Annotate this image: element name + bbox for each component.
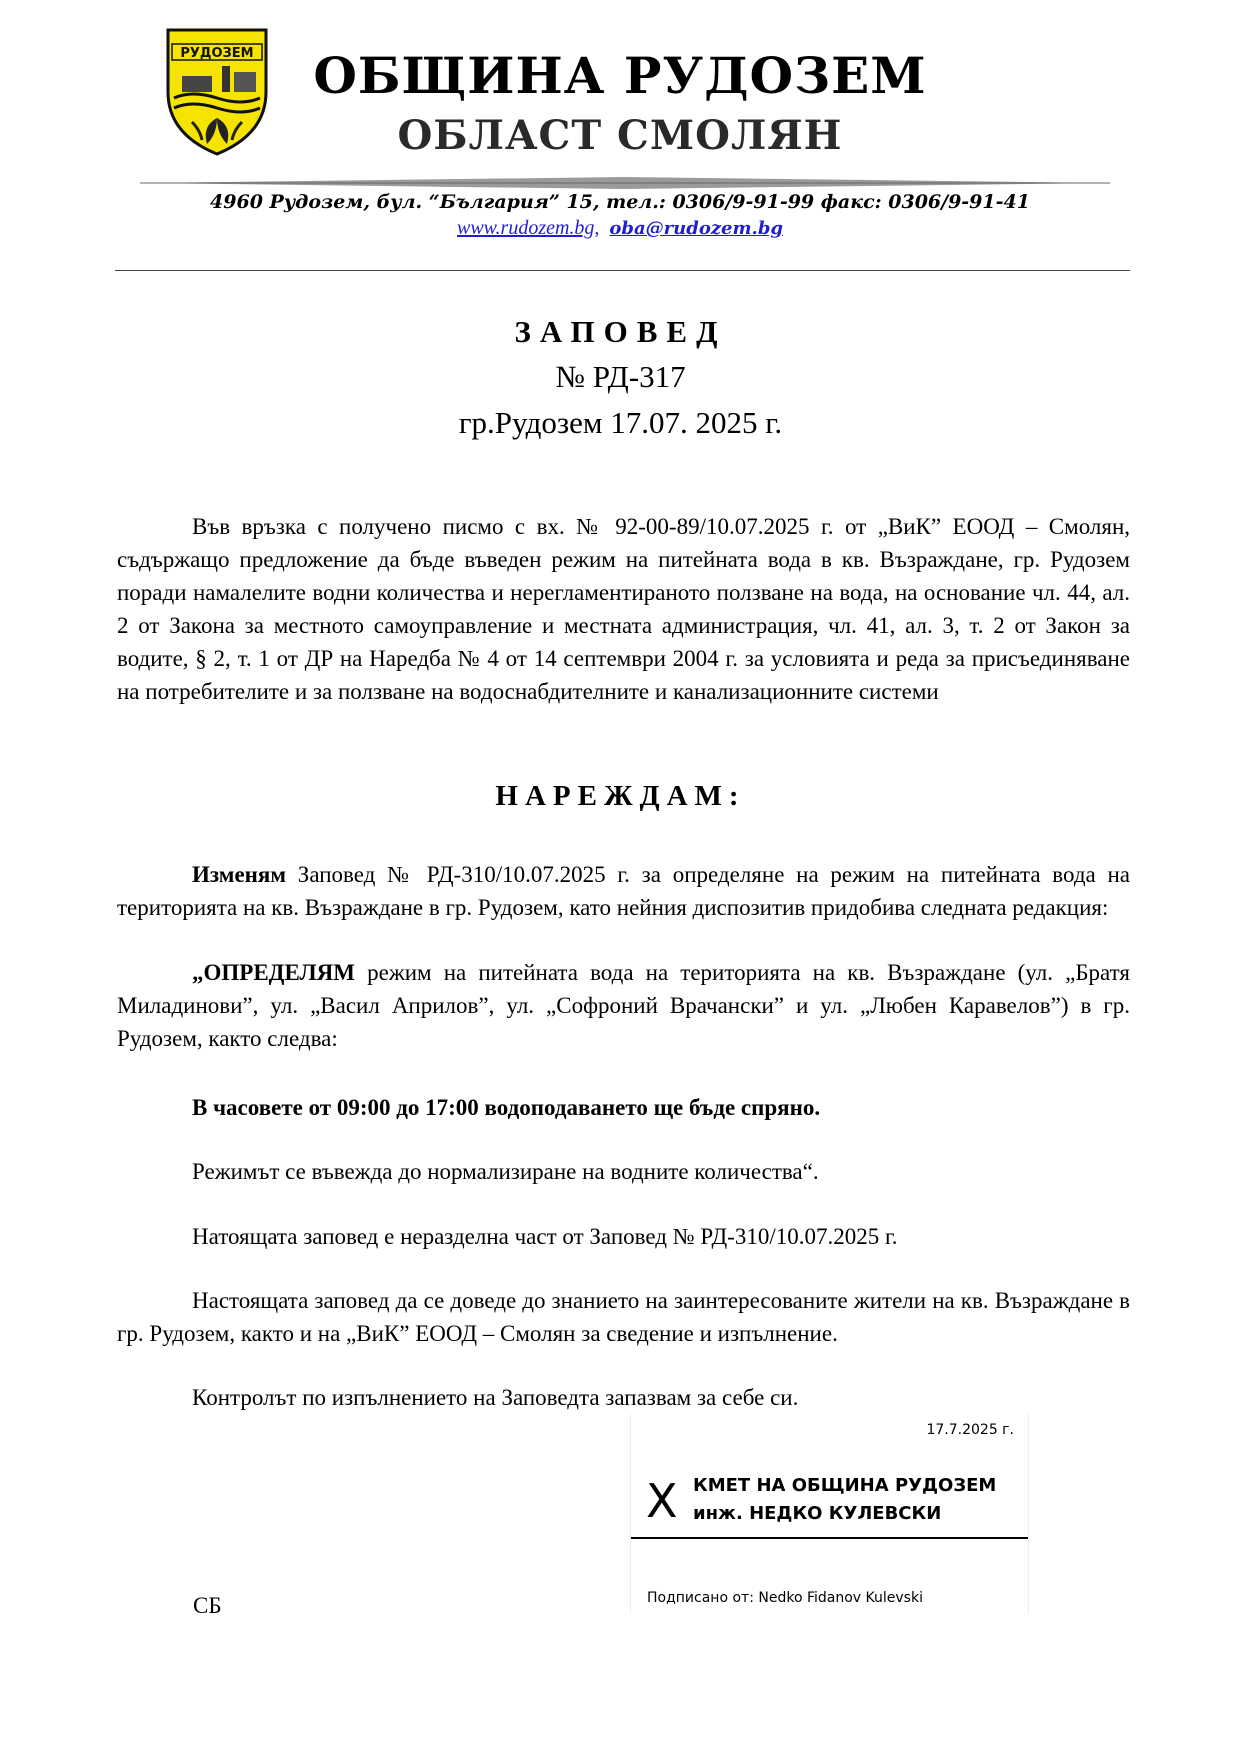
define-keyword: „ОПРЕДЕЛЯМ [192, 960, 355, 985]
order-number: № РД-317 [555, 359, 686, 394]
define-paragraph [117, 956, 1130, 1055]
page-divider [115, 270, 1130, 271]
signature-line [631, 1537, 1028, 1539]
order-title: ЗАПОВЕД [514, 314, 727, 349]
contact-address: 4960 Рудозем, бул. “България” 15, тел.: 0306/9-91-99 факс: 0306/9-91-41 [210, 191, 1030, 213]
decree-heading: НАРЕЖДАМ: [495, 780, 746, 812]
signed-by: Подписано от: Nedko Fidanov Kulevski [647, 1590, 923, 1606]
schedule-paragraph: В часовете от 09:00 до 17:00 водоподаването ще бъде спряно. [192, 1095, 821, 1120]
order-place-date: гр.Рудозем 17.07. 2025 г. [458, 405, 783, 440]
signer-name: инж. НЕДКО КУЛЕВСКИ [693, 1503, 942, 1524]
contact-links [100, 217, 1140, 240]
author-initials: СБ [193, 1593, 222, 1618]
amend-text: Заповед № РД-310/10.07.2025 г. за определяне на режим на питейната вода на територията на кв. Възраждане в гр. Рудозем, като нейния диспозитив придобива следната редакция: [117, 862, 1130, 920]
region-subtitle: ОБЛАСТ СМОЛЯН [397, 112, 843, 159]
signature-mark: X [646, 1474, 678, 1528]
municipality-title: ОБЩИНА РУДОЗЕМ [313, 46, 927, 105]
intro-paragraph: Във връзка с получено писмо с вх. № 92-00-89/10.07.2025 г. от „ВиК” ЕООД – Смолян, съдържащо предложение да бъде въведен режим на питейната вода в кв. Възраждане, гр. Рудозем поради намалелите водни количества и нерегламентираното ползване на вода, на основание чл. 44, ал. 2 от Закона за местното самоуправление и местната администрация, чл. 41, ал. 3, т. 2 от Закон за водите, § 2, т. 1 от ДР на Наредба № 4 от 14 септември 2004 г. за условията и реда за присъединяване на потребителите и за ползване на водоснабдителните и канализационните системи [117, 514, 1130, 704]
signature-date: 17.7.2025 г. [926, 1422, 1014, 1438]
website-link[interactable]: www.rudozem.bg, [457, 217, 600, 239]
amend-keyword: Изменям [192, 862, 287, 887]
email-link[interactable]: oba@rudozem.bg [609, 218, 783, 239]
notify-paragraph: Настоящата заповед да се доведе до знанието на заинтересованите жители на кв. Възраждане в гр. Рудозем, както и на „ВиК” ЕООД – Смолян за сведение и изпълнение. [117, 1288, 1130, 1346]
define-text: режим на питейната вода на територията на кв. Възраждане (ул. „Братя Миладинови”, ул. „Васил Априлов”, ул. „Софроний Врачански” и ул. „Любен Каравелов”) в гр. Рудозем, както следва: [117, 960, 1130, 1051]
amend-paragraph [117, 858, 1130, 924]
header-divider [140, 174, 1110, 192]
signer-role: КМЕТ НА ОБЩИНА РУДОЗЕМ [693, 1475, 997, 1496]
regime-paragraph: Режимът се въвежда до нормализиране на водните количества“. [192, 1159, 819, 1184]
svg-text:РУДОЗЕМ: РУДОЗЕМ [180, 46, 254, 61]
digital-signature-block[interactable] [630, 1414, 1029, 1614]
control-paragraph: Контролът по изпълнението на Заповедта запазвам за себе си. [192, 1385, 799, 1410]
municipality-crest-logo [162, 26, 272, 158]
integral-paragraph: Натоящата заповед е неразделна част от Заповед № РД-310/10.07.2025 г. [192, 1224, 898, 1249]
